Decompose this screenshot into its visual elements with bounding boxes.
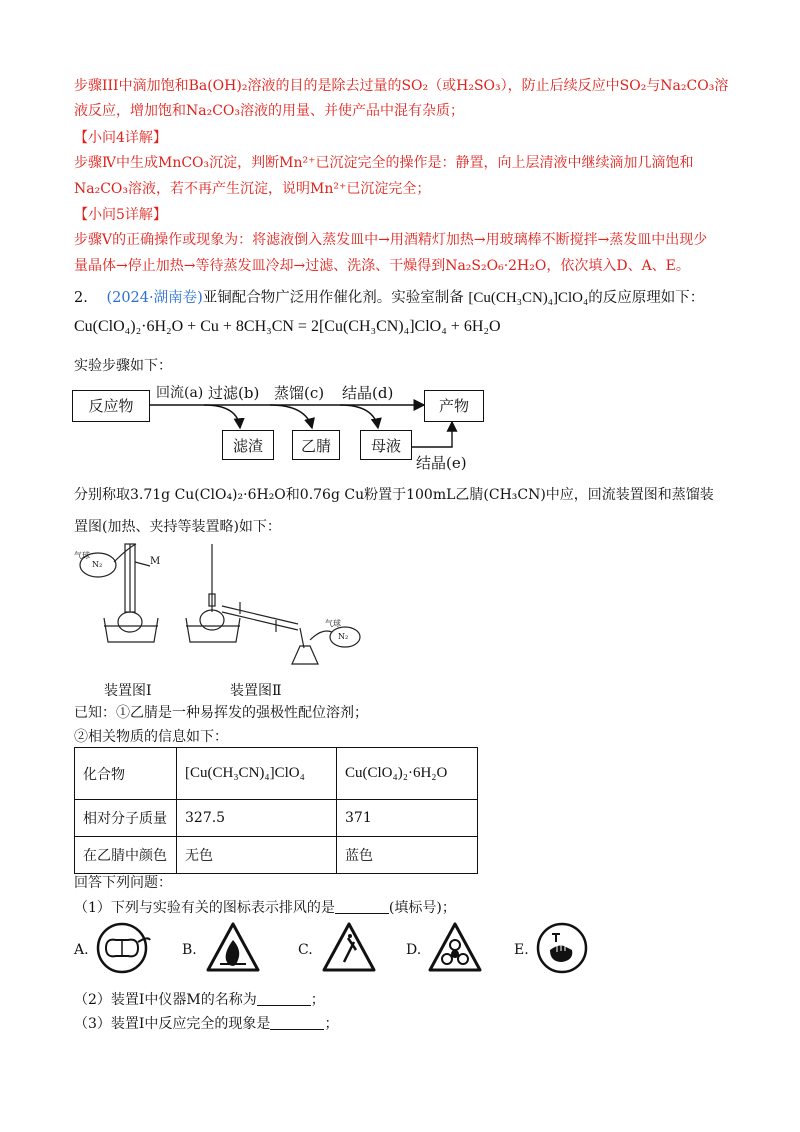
table-header: 化合物 [75,748,177,800]
table-cell: 在乙腈中颜色 [75,837,177,874]
question-source: (2024·湖南卷) [106,290,203,306]
table-cell: 无色 [177,837,337,874]
flow-step-b: 过滤(b) [208,384,260,402]
answer-blank-2[interactable] [257,992,311,1006]
exhaust-fan-icon[interactable] [426,920,484,974]
option-d[interactable]: D. [406,942,422,958]
sub3-text: （3）装置Ⅰ中反应完全的现象是 [74,1016,271,1032]
gas-label-2: N₂ [338,632,349,641]
answer-blank-1[interactable] [335,900,389,914]
table-cell: 327.5 [177,800,337,837]
flow-acetonitrile: 乙腈 [292,430,340,460]
balloon-label-2: 气球 [325,619,341,628]
q4-line-1: 步骤Ⅳ中生成MnCO₃沉淀，判断Mn²⁺已沉淀完全的操作是：静置，向上层清液中继续滴加几滴饱和 [74,155,694,171]
balloon-label-1: 气球 [74,551,90,560]
answer-prompt: 回答下列问题： [74,875,172,891]
properties-table [74,747,478,874]
known-1: 已知：①乙腈是一种易挥发的强极性配位溶剂； [74,705,368,721]
flow-step-a: 回流(a) [156,385,204,401]
table-cell: 蓝色 [337,837,478,874]
weigh-line-2: 置图(加热、夹持等装置略)如下： [74,519,281,535]
flow-step-d: 结晶(d) [342,384,394,402]
sub3-tail: ； [324,1016,339,1032]
sub2-tail: ； [310,992,325,1008]
flow-product: 产物 [424,390,484,422]
question-intro [74,288,704,308]
sub1-tail: (填标号)； [388,900,456,916]
answer-line-2: 液反应，增加饱和Na₂CO₃溶液的用量、并使产品中混有杂质； [74,103,465,119]
table-row [75,800,478,837]
q4-heading: 【小问4详解】 [74,130,167,146]
table-cell: 相对分子质量 [75,800,177,837]
option-e[interactable]: E. [514,942,529,958]
intro-text-a: 亚铜配合物广泛用作催化剂。实验室制备 [202,290,464,306]
fig2-caption: 装置图Ⅱ [230,683,282,699]
option-b[interactable]: B. [182,942,197,958]
answer-line-1: 步骤III中滴加饱和Ba(OH)₂溶液的目的是除去过量的SO₂（或H₂SO₃），防止后续反应中SO₂与Na₂CO₃溶 [74,78,729,94]
flow-residue: 滤渣 [222,430,274,460]
gas-label-1: N₂ [92,560,103,569]
table-header: Cu(ClO₄)₂·6H₂O [337,748,478,800]
label-m: M [150,556,161,567]
question-number: 2. [74,290,88,306]
table-row [75,837,478,874]
sub-question-1 [74,898,456,918]
flame-icon[interactable] [204,920,262,974]
steps-title: 实验步骤如下： [74,358,172,374]
hand-wash-icon[interactable] [534,920,592,974]
flow-reactants: 反应物 [72,390,150,422]
flow-step-c: 蒸馏(c) [274,384,325,402]
known-2: ②相关物质的信息如下： [74,729,228,745]
intro-text-b: 的反应原理如下： [588,290,705,306]
electric-hazard-icon[interactable] [320,920,378,974]
sub2-text: （2）装置Ⅰ中仪器M的名称为 [74,992,257,1008]
option-a[interactable]: A. [74,942,89,958]
q4-line-2: Na₂CO₃溶液，若不再产生沉淀，说明Mn²⁺已沉淀完全； [74,181,431,197]
sub-question-3 [74,1014,338,1034]
option-c[interactable]: C. [298,942,313,958]
sub-question-2 [74,990,325,1010]
table-header-row [75,748,478,800]
complex-formula: [Cu(CH₃CN)₄]ClO₄ [468,290,589,306]
answer-blank-3[interactable] [270,1016,324,1030]
weigh-line-1: 分别称取3.71g Cu(ClO₄)₂·6H₂O和0.76g Cu粉置于100mL乙腈(CH₃CN)中应，回流装置图和蒸馏装 [74,487,714,503]
flow-step-e: 结晶(e) [416,454,467,472]
q5-line-2: 量晶体→停止加热→等待蒸发皿冷却→过滤、洗涤、干燥得到Na₂S₂O₆·2H₂O，依次填入D、A、E。 [74,258,690,274]
flow-mother-liquor: 母液 [360,430,412,460]
fig1-caption: 装置图Ⅰ [104,683,152,699]
sub1-text: （1）下列与实验有关的图标表示排风的是 [74,900,335,916]
reaction-equation: Cu(ClO₄)₂·6H₂O + Cu + 8CH₃CN = 2[Cu(CH₃CN)₄]ClO₄ + 6H₂O [74,318,501,335]
q5-heading: 【小问5详解】 [74,207,167,223]
table-cell: 371 [337,800,478,837]
table-header: [Cu(CH₃CN)₄]ClO₄ [177,748,337,800]
q5-line-1: 步骤Ⅴ的正确操作或现象为：将滤液倒入蒸发皿中→用酒精灯加热→用玻璃棒不断搅拌→蒸发皿中出现少 [74,232,708,248]
goggles-icon[interactable] [94,920,152,974]
